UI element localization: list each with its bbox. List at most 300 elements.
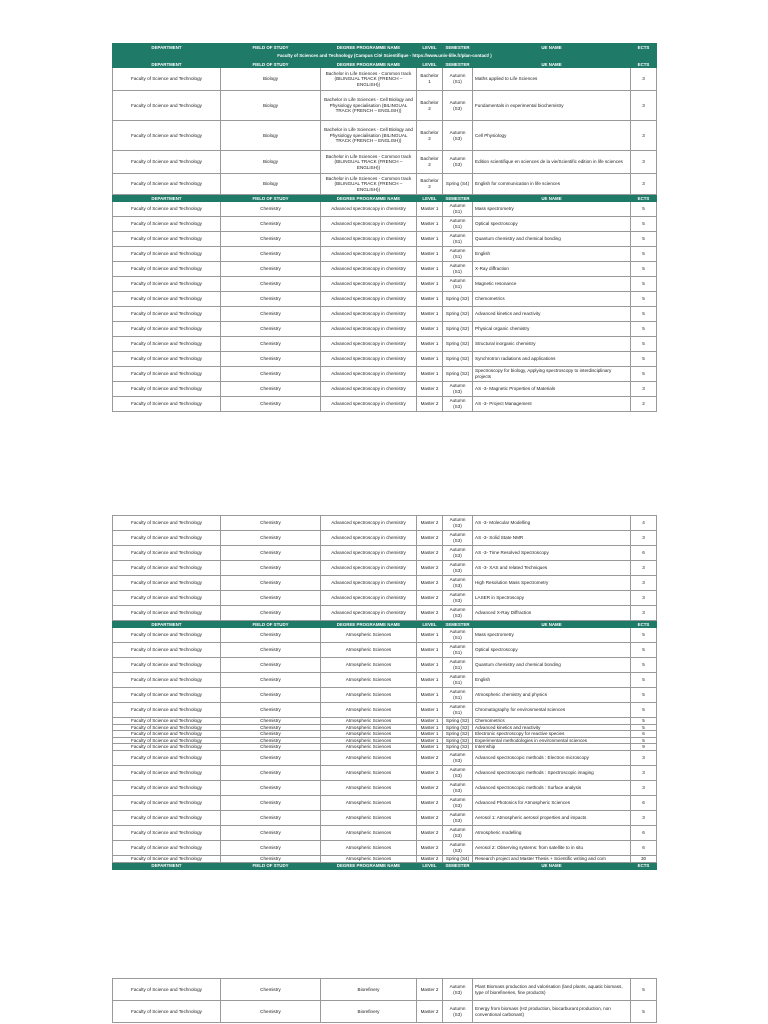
semester-cell: Autumn (S1) (443, 643, 473, 658)
degree-programme-cell: Advanced spectroscopy in chemistry (321, 561, 417, 576)
level-cell: Master 2 (417, 591, 443, 606)
semester-cell: Spring (S2) (443, 731, 473, 738)
column-header: FIELD OF STUDY (221, 195, 321, 202)
column-header: FIELD OF STUDY (221, 44, 321, 52)
department-cell: Faculty of Science and Technology (113, 765, 221, 780)
table-header-row (113, 862, 657, 869)
semester-cell: Spring (S2) (443, 744, 473, 751)
level-cell: Master 2 (417, 382, 443, 397)
table-row (113, 174, 657, 195)
column-header: DEPARTMENT (113, 621, 221, 628)
table-row (113, 561, 657, 576)
semester-cell: Autumn (S1) (443, 232, 473, 247)
semester-cell: Autumn (S3) (443, 576, 473, 591)
department-cell: Faculty of Science and Technology (113, 688, 221, 703)
level-cell: Master 1 (417, 367, 443, 382)
ue-name-cell: AS -3- Time Resolved Spectroscopy (473, 546, 631, 561)
department-cell: Faculty of Science and Technology (113, 1001, 221, 1023)
level-cell: Master 1 (417, 643, 443, 658)
ue-name-cell: Experimental methodologies in environmental sciences (473, 737, 631, 744)
ue-name-cell: AS -3- Project Management (473, 397, 631, 412)
level-cell: Master 1 (417, 262, 443, 277)
field-of-study-cell: Chemistry (221, 643, 321, 658)
column-header: SEMESTER (443, 862, 473, 869)
department-cell: Faculty of Science and Technology (113, 718, 221, 725)
column-header: ECTS (631, 195, 657, 202)
ue-name-cell: Advanced Photonics for Atmospheric Sciences (473, 795, 631, 810)
degree-programme-cell: Advanced spectroscopy in chemistry (321, 217, 417, 232)
ue-name-cell: Advanced kinetics and reactivity (473, 724, 631, 731)
field-of-study-cell: Chemistry (221, 531, 321, 546)
semester-cell: Autumn (S1) (443, 68, 473, 91)
semester-cell: Autumn (S3) (443, 121, 473, 151)
field-of-study-cell: Chemistry (221, 825, 321, 840)
ue-name-cell: Synchrotron radiations and applications (473, 352, 631, 367)
department-cell: Faculty of Science and Technology (113, 202, 221, 217)
ue-name-cell: Advanced spectroscopic methods : Surface analysis (473, 780, 631, 795)
table-row (113, 352, 657, 367)
ue-name-cell: Chemometrics (473, 292, 631, 307)
ects-cell: 5 (631, 367, 657, 382)
level-cell: Master 1 (417, 658, 443, 673)
semester-cell: Autumn (S1) (443, 703, 473, 718)
table-row (113, 744, 657, 751)
ue-name-cell: Maths applied to Life Sciences (473, 68, 631, 91)
course-table-page-3 (112, 978, 657, 1023)
level-cell: Bachelor 2 (417, 174, 443, 195)
ue-name-cell: Plant Biomass production and valorisation (land plants, aquatic biomass, type of biorefineries, fine products) (473, 979, 631, 1001)
level-cell: Master 1 (417, 628, 443, 643)
department-cell: Faculty of Science and Technology (113, 658, 221, 673)
field-of-study-cell: Chemistry (221, 731, 321, 738)
degree-programme-cell: Atmospheric Sciences (321, 731, 417, 738)
department-cell: Faculty of Science and Technology (113, 591, 221, 606)
table-row (113, 1001, 657, 1023)
field-of-study-cell: Chemistry (221, 516, 321, 531)
field-of-study-cell: Chemistry (221, 262, 321, 277)
ue-name-cell: AS -3- Magnetic Properties of Materials (473, 382, 631, 397)
field-of-study-cell: Chemistry (221, 658, 321, 673)
table-row (113, 382, 657, 397)
level-cell: Bachelor 1 (417, 68, 443, 91)
ects-cell: 5 (631, 724, 657, 731)
table-row (113, 292, 657, 307)
ects-cell: 6 (631, 731, 657, 738)
table-row (113, 606, 657, 621)
ects-cell: 5 (631, 277, 657, 292)
semester-cell: Autumn (S1) (443, 673, 473, 688)
ue-name-cell: Internship (473, 744, 631, 751)
field-of-study-cell: Chemistry (221, 780, 321, 795)
ects-cell: 6 (631, 840, 657, 855)
ue-name-cell: Quantum chemistry and chemical bonding (473, 232, 631, 247)
table-row (113, 628, 657, 643)
column-header: DEGREE PROGRAMME NAME (321, 61, 417, 68)
degree-programme-cell: Atmospheric Sciences (321, 840, 417, 855)
ue-name-cell: Aerosol 2: Observing systems: from satellite to in situ (473, 840, 631, 855)
ects-cell: 3 (631, 382, 657, 397)
semester-cell: Autumn (S3) (443, 397, 473, 412)
column-header: DEGREE PROGRAMME NAME (321, 195, 417, 202)
semester-cell: Autumn (S1) (443, 277, 473, 292)
ue-name-cell: Advanced kinetics and reactivity (473, 307, 631, 322)
semester-cell: Spring (S2) (443, 292, 473, 307)
department-cell: Faculty of Science and Technology (113, 307, 221, 322)
level-cell: Bachelor 2 (417, 121, 443, 151)
table-row (113, 673, 657, 688)
field-of-study-cell: Chemistry (221, 277, 321, 292)
level-cell: Bachelor 2 (417, 91, 443, 121)
table-header-row (113, 61, 657, 68)
faculty-banner: Faculty of Sciences and Technology (Campus Cité Scientifique - https://www.univ-lille.fr/plan-contact/ ) (113, 52, 657, 61)
degree-programme-cell: Bachelor in Life Sciences - Common track (BILINGUAL TRACK (FRENCH – ENGLISH)) (321, 174, 417, 195)
level-cell: Master 2 (417, 531, 443, 546)
level-cell: Master 1 (417, 292, 443, 307)
department-cell: Faculty of Science and Technology (113, 606, 221, 621)
semester-cell: Autumn (S1) (443, 202, 473, 217)
department-cell: Faculty of Science and Technology (113, 232, 221, 247)
table-row (113, 750, 657, 765)
degree-programme-cell: Advanced spectroscopy in chemistry (321, 382, 417, 397)
level-cell: Master 2 (417, 750, 443, 765)
semester-cell: Autumn (S1) (443, 628, 473, 643)
table-row (113, 546, 657, 561)
semester-cell: Spring (S2) (443, 307, 473, 322)
column-header: UE NAME (473, 195, 631, 202)
semester-cell: Autumn (S3) (443, 561, 473, 576)
ects-cell: 3 (631, 68, 657, 91)
degree-programme-cell: Advanced spectroscopy in chemistry (321, 232, 417, 247)
semester-cell: Autumn (S3) (443, 810, 473, 825)
department-cell: Faculty of Science and Technology (113, 68, 221, 91)
degree-programme-cell: Advanced spectroscopy in chemistry (321, 516, 417, 531)
ue-name-cell: English for communication in life sciences (473, 174, 631, 195)
degree-programme-cell: Advanced spectroscopy in chemistry (321, 397, 417, 412)
field-of-study-cell: Chemistry (221, 307, 321, 322)
ects-cell: 3 (631, 780, 657, 795)
table-row (113, 307, 657, 322)
field-of-study-cell: Chemistry (221, 606, 321, 621)
department-cell: Faculty of Science and Technology (113, 397, 221, 412)
degree-programme-cell: Atmospheric Sciences (321, 750, 417, 765)
level-cell: Master 1 (417, 724, 443, 731)
level-cell: Master 2 (417, 397, 443, 412)
semester-cell: Autumn (S1) (443, 658, 473, 673)
ue-name-cell: High Resolution Mass Spectrometry (473, 576, 631, 591)
level-cell: Bachelor 2 (417, 151, 443, 174)
field-of-study-cell: Chemistry (221, 703, 321, 718)
ects-cell: 5 (631, 307, 657, 322)
column-header: DEPARTMENT (113, 61, 221, 68)
table-row (113, 718, 657, 725)
semester-cell: Autumn (S3) (443, 795, 473, 810)
semester-cell: Spring (S2) (443, 737, 473, 744)
degree-programme-cell: Atmospheric Sciences (321, 765, 417, 780)
ects-cell: 3 (631, 151, 657, 174)
ue-name-cell: AS -3- Solid State NMR (473, 531, 631, 546)
semester-cell: Spring (S4) (443, 855, 473, 862)
column-header: SEMESTER (443, 195, 473, 202)
table-row (113, 367, 657, 382)
table-header-row (113, 44, 657, 52)
level-cell: Master 2 (417, 855, 443, 862)
column-header: LEVEL (417, 621, 443, 628)
level-cell: Master 1 (417, 744, 443, 751)
ects-cell: 3 (631, 606, 657, 621)
semester-cell: Autumn (S1) (443, 688, 473, 703)
field-of-study-cell: Chemistry (221, 382, 321, 397)
level-cell: Master 1 (417, 277, 443, 292)
ects-cell: 5 (631, 658, 657, 673)
degree-programme-cell: Advanced spectroscopy in chemistry (321, 322, 417, 337)
table-row (113, 810, 657, 825)
faculty-banner-row (113, 52, 657, 61)
table-row (113, 703, 657, 718)
semester-cell: Autumn (S3) (443, 979, 473, 1001)
degree-programme-cell: Atmospheric Sciences (321, 780, 417, 795)
table-row (113, 658, 657, 673)
ects-cell: 4 (631, 516, 657, 531)
ue-name-cell: Atmospheric chemistry and physics (473, 688, 631, 703)
table-row (113, 202, 657, 217)
level-cell: Master 2 (417, 1001, 443, 1023)
column-header: DEPARTMENT (113, 195, 221, 202)
field-of-study-cell: Chemistry (221, 628, 321, 643)
semester-cell: Autumn (S1) (443, 217, 473, 232)
column-header: ECTS (631, 44, 657, 52)
course-table-page-1 (112, 43, 657, 412)
degree-programme-cell: Advanced spectroscopy in chemistry (321, 277, 417, 292)
field-of-study-cell: Chemistry (221, 737, 321, 744)
ue-name-cell: Chemometrics (473, 718, 631, 725)
semester-cell: Autumn (S3) (443, 591, 473, 606)
column-header: ECTS (631, 61, 657, 68)
department-cell: Faculty of Science and Technology (113, 247, 221, 262)
ects-cell: 5 (631, 337, 657, 352)
semester-cell: Autumn (S3) (443, 531, 473, 546)
level-cell: Master 2 (417, 765, 443, 780)
ects-cell: 6 (631, 795, 657, 810)
department-cell: Faculty of Science and Technology (113, 561, 221, 576)
table-row (113, 688, 657, 703)
level-cell: Master 1 (417, 232, 443, 247)
degree-programme-cell: Atmospheric Sciences (321, 673, 417, 688)
table-row (113, 397, 657, 412)
ue-name-cell: Optical spectroscopy (473, 217, 631, 232)
degree-programme-cell: Advanced spectroscopy in chemistry (321, 292, 417, 307)
field-of-study-cell: Chemistry (221, 765, 321, 780)
ue-name-cell: AS -3- XAS and related Techniques (473, 561, 631, 576)
department-cell: Faculty of Science and Technology (113, 724, 221, 731)
ue-name-cell: Research project and Master Thesis + Scientific writing and com (473, 855, 631, 862)
level-cell: Master 1 (417, 731, 443, 738)
field-of-study-cell: Biology (221, 174, 321, 195)
department-cell: Faculty of Science and Technology (113, 673, 221, 688)
column-header: UE NAME (473, 862, 631, 869)
column-header: DEGREE PROGRAMME NAME (321, 862, 417, 869)
level-cell: Master 1 (417, 352, 443, 367)
ue-name-cell: LASER in Spectroscopy (473, 591, 631, 606)
degree-programme-cell: Atmospheric Sciences (321, 658, 417, 673)
field-of-study-cell: Chemistry (221, 561, 321, 576)
degree-programme-cell: Atmospheric Sciences (321, 744, 417, 751)
degree-programme-cell: Atmospheric Sciences (321, 737, 417, 744)
semester-cell: Autumn (S3) (443, 151, 473, 174)
department-cell: Faculty of Science and Technology (113, 855, 221, 862)
ue-name-cell: Atmospheric modelling (473, 825, 631, 840)
ue-name-cell: Mass spectrometry (473, 202, 631, 217)
department-cell: Faculty of Science and Technology (113, 516, 221, 531)
degree-programme-cell: Advanced spectroscopy in chemistry (321, 367, 417, 382)
column-header: LEVEL (417, 195, 443, 202)
table-row (113, 780, 657, 795)
semester-cell: Spring (S2) (443, 322, 473, 337)
degree-programme-cell: Atmospheric Sciences (321, 703, 417, 718)
ects-cell: 5 (631, 688, 657, 703)
column-header: SEMESTER (443, 44, 473, 52)
column-header: LEVEL (417, 44, 443, 52)
degree-programme-cell: Advanced spectroscopy in chemistry (321, 247, 417, 262)
table-row (113, 262, 657, 277)
degree-programme-cell: Advanced spectroscopy in chemistry (321, 576, 417, 591)
table-header-row (113, 621, 657, 628)
column-header: LEVEL (417, 61, 443, 68)
table-row (113, 855, 657, 862)
ue-name-cell: Aerosol 1: Atmospheric aerosol properties and impacts (473, 810, 631, 825)
degree-programme-cell: Advanced spectroscopy in chemistry (321, 546, 417, 561)
semester-cell: Autumn (S3) (443, 516, 473, 531)
column-header: DEGREE PROGRAMME NAME (321, 44, 417, 52)
ects-cell: 5 (631, 292, 657, 307)
column-header: DEGREE PROGRAMME NAME (321, 621, 417, 628)
level-cell: Master 2 (417, 561, 443, 576)
column-header: LEVEL (417, 862, 443, 869)
ue-name-cell: Optical spectroscopy (473, 643, 631, 658)
ects-cell: 3 (631, 750, 657, 765)
department-cell: Faculty of Science and Technology (113, 322, 221, 337)
department-cell: Faculty of Science and Technology (113, 277, 221, 292)
field-of-study-cell: Chemistry (221, 673, 321, 688)
table-row (113, 322, 657, 337)
ects-cell: 3 (631, 531, 657, 546)
column-header: ECTS (631, 621, 657, 628)
field-of-study-cell: Chemistry (221, 1001, 321, 1023)
field-of-study-cell: Chemistry (221, 855, 321, 862)
column-header: DEPARTMENT (113, 44, 221, 52)
degree-programme-cell: Advanced spectroscopy in chemistry (321, 337, 417, 352)
field-of-study-cell: Chemistry (221, 718, 321, 725)
ects-cell: 5 (631, 202, 657, 217)
column-header: FIELD OF STUDY (221, 862, 321, 869)
degree-programme-cell: Atmospheric Sciences (321, 688, 417, 703)
ects-cell: 30 (631, 855, 657, 862)
ects-cell: 6 (631, 546, 657, 561)
department-cell: Faculty of Science and Technology (113, 91, 221, 121)
level-cell: Master 1 (417, 703, 443, 718)
department-cell: Faculty of Science and Technology (113, 546, 221, 561)
degree-programme-cell: Atmospheric Sciences (321, 628, 417, 643)
table-row (113, 151, 657, 174)
field-of-study-cell: Biology (221, 91, 321, 121)
ue-name-cell: English (473, 247, 631, 262)
field-of-study-cell: Chemistry (221, 750, 321, 765)
ects-cell: 5 (631, 247, 657, 262)
ue-name-cell: Advanced spectroscopic methods : Electron microscopy (473, 750, 631, 765)
department-cell: Faculty of Science and Technology (113, 174, 221, 195)
field-of-study-cell: Biology (221, 151, 321, 174)
department-cell: Faculty of Science and Technology (113, 382, 221, 397)
field-of-study-cell: Chemistry (221, 217, 321, 232)
department-cell: Faculty of Science and Technology (113, 750, 221, 765)
field-of-study-cell: Chemistry (221, 352, 321, 367)
field-of-study-cell: Chemistry (221, 337, 321, 352)
degree-programme-cell: Advanced spectroscopy in chemistry (321, 307, 417, 322)
level-cell: Master 1 (417, 718, 443, 725)
ue-name-cell: Quantum chemistry and chemical bonding (473, 658, 631, 673)
ects-cell: 5 (631, 737, 657, 744)
column-header: UE NAME (473, 44, 631, 52)
level-cell: Master 1 (417, 307, 443, 322)
level-cell: Master 2 (417, 546, 443, 561)
semester-cell: Autumn (S3) (443, 91, 473, 121)
semester-cell: Spring (S4) (443, 174, 473, 195)
table-row (113, 247, 657, 262)
field-of-study-cell: Chemistry (221, 979, 321, 1001)
ects-cell: 3 (631, 576, 657, 591)
field-of-study-cell: Chemistry (221, 724, 321, 731)
degree-programme-cell: Atmospheric Sciences (321, 825, 417, 840)
field-of-study-cell: Chemistry (221, 367, 321, 382)
field-of-study-cell: Chemistry (221, 232, 321, 247)
field-of-study-cell: Chemistry (221, 202, 321, 217)
column-header: UE NAME (473, 61, 631, 68)
ue-name-cell: Fundamentals in experimental biochemistry (473, 91, 631, 121)
table-row (113, 531, 657, 546)
ue-name-cell: English (473, 673, 631, 688)
field-of-study-cell: Chemistry (221, 810, 321, 825)
degree-programme-cell: Biorefinery (321, 1001, 417, 1023)
ects-cell: 5 (631, 262, 657, 277)
ue-name-cell: Electronic spectroscopy for reactive species (473, 731, 631, 738)
degree-programme-cell: Atmospheric Sciences (321, 810, 417, 825)
table-row (113, 68, 657, 91)
degree-programme-cell: Bachelor in Life Sciences - Common track (BILINGUAL TRACK (FRENCH – ENGLISH)) (321, 68, 417, 91)
department-cell: Faculty of Science and Technology (113, 352, 221, 367)
table-row (113, 765, 657, 780)
degree-programme-cell: Advanced spectroscopy in chemistry (321, 591, 417, 606)
degree-programme-cell: Atmospheric Sciences (321, 724, 417, 731)
department-cell: Faculty of Science and Technology (113, 643, 221, 658)
department-cell: Faculty of Science and Technology (113, 795, 221, 810)
table-row (113, 724, 657, 731)
ue-name-cell: Advanced X-Ray Diffraction (473, 606, 631, 621)
semester-cell: Autumn (S3) (443, 546, 473, 561)
semester-cell: Autumn (S3) (443, 750, 473, 765)
degree-programme-cell: Bachelor in Life Sciences - Cell Biology and Physiology specialisation (BILINGUAL TRACK (FRENCH – ENGLISH)) (321, 91, 417, 121)
ects-cell: 3 (631, 121, 657, 151)
field-of-study-cell: Chemistry (221, 688, 321, 703)
field-of-study-cell: Chemistry (221, 744, 321, 751)
level-cell: Master 1 (417, 337, 443, 352)
level-cell: Master 2 (417, 795, 443, 810)
semester-cell: Autumn (S3) (443, 606, 473, 621)
department-cell: Faculty of Science and Technology (113, 840, 221, 855)
semester-cell: Autumn (S3) (443, 825, 473, 840)
ects-cell: 3 (631, 91, 657, 121)
semester-cell: Spring (S2) (443, 337, 473, 352)
table-row (113, 731, 657, 738)
field-of-study-cell: Biology (221, 121, 321, 151)
